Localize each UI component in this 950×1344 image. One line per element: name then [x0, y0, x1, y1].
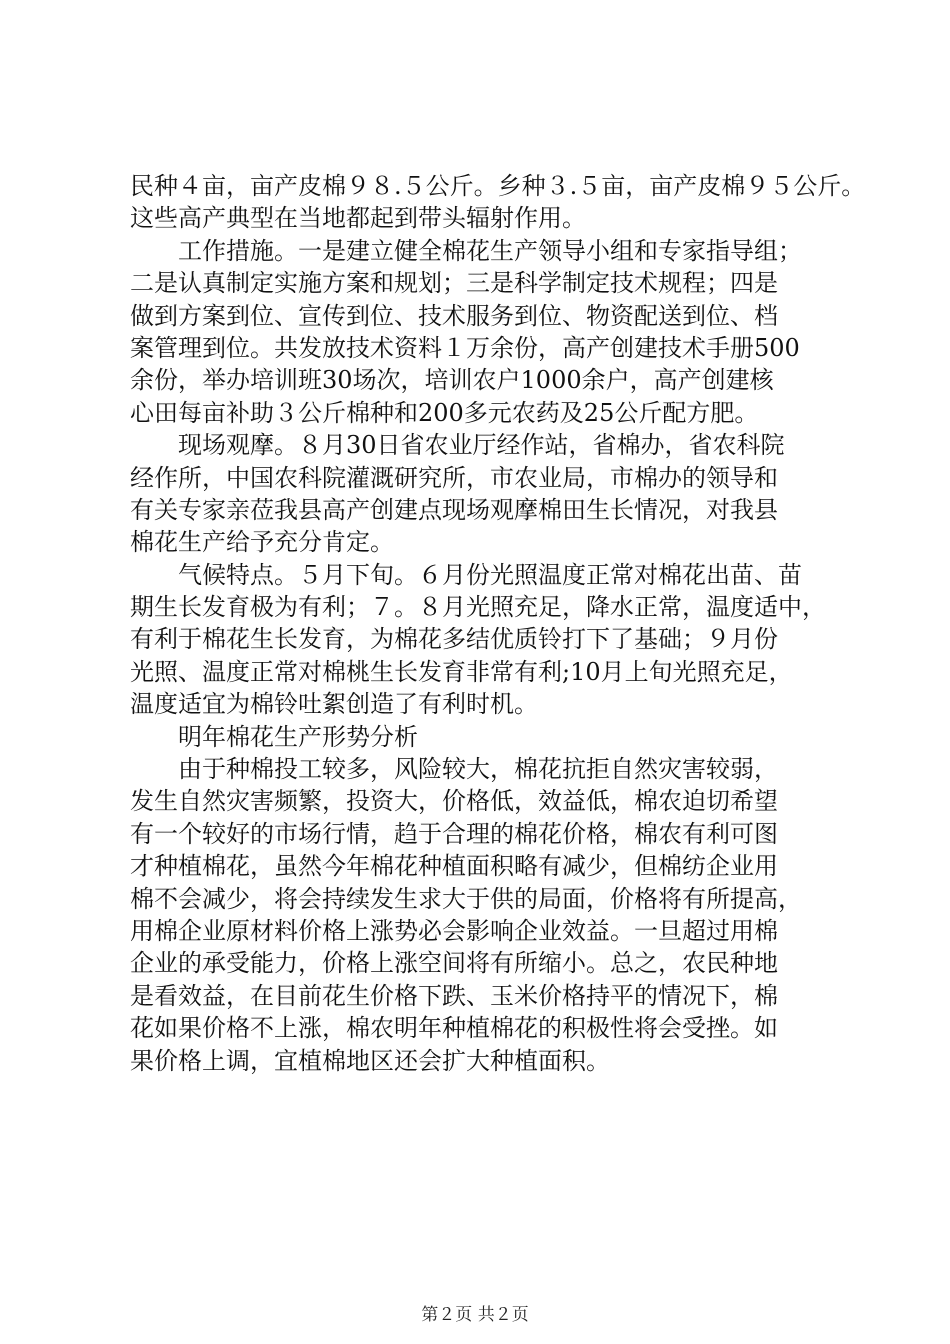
text-line: 棉花生产给予充分肯定。 — [130, 528, 394, 557]
text-line: 企业的承受能力，价格上涨空间将有所缩小。总之，农民种地 — [130, 949, 778, 978]
text-line: 由于种棉投工较多，风险较大，棉花抗拒自然灾害较弱， — [130, 755, 778, 784]
text-line: 光照、温度正常对棉桃生长发育非常有利;10月上旬光照充足， — [130, 657, 793, 686]
text-line: 余份，举办培训班30场次，培训农户1000余户，高产创建核 — [130, 366, 774, 395]
section-heading: 明年棉花生产形势分析 — [130, 722, 418, 751]
text-line: 是看效益，在目前花生价格下跌、玉米价格持平的情况下，棉 — [130, 981, 778, 1010]
text-line: 期生长发育极为有利；７。８月光照充足，降水正常，温度适中， — [130, 593, 826, 622]
text-line: 心田每亩补助３公斤棉种和200多元农药及25公斤配方肥。 — [130, 398, 759, 427]
text-line: 发生自然灾害频繁，投资大，价格低，效益低，棉农迫切希望 — [130, 787, 778, 816]
text-line: 现场观摩。８月30日省农业厅经作站，省棉办，省农科院 — [130, 431, 785, 460]
text-line: 花如果价格不上涨，棉农明年种植棉花的积极性将会受挫。如 — [130, 1014, 778, 1043]
text-line: 民种４亩，亩产皮棉９８.５公斤。乡种３.５亩，亩产皮棉９５公斤。 — [130, 172, 866, 200]
text-line: 气候特点。５月下旬。６月份光照温度正常对棉花出苗、苗 — [130, 560, 802, 589]
text-line: 才种植棉花，虽然今年棉花种植面积略有减少，但棉纺企业用 — [130, 852, 778, 881]
text-line: 经作所，中国农科院灌溉研究所，市农业局，市棉办的领导和 — [130, 463, 778, 492]
text-line: 用棉企业原材料价格上涨势必会影响企业效益。一旦超过用棉 — [130, 916, 778, 945]
text-line: 温度适宜为棉铃吐絮创造了有利时机。 — [130, 690, 538, 719]
text-line: 果价格上调，宜植棉地区还会扩大种植面积。 — [130, 1046, 610, 1075]
text-line: 做到方案到位、宣传到位、技术服务到位、物资配送到位、档 — [130, 301, 778, 330]
text-line: 这些高产典型在当地都起到带头辐射作用。 — [130, 204, 586, 233]
document-body — [130, 170, 866, 1077]
text-line: 棉不会减少，将会持续发生求大于供的局面，价格将有所提高， — [130, 884, 802, 913]
page-number: 第２页 共２页 — [421, 1305, 529, 1325]
text-line: 有一个较好的市场行情，趋于合理的棉花价格，棉农有利可图 — [130, 819, 778, 848]
text-line: 工作措施。一是建立健全棉花生产领导小组和专家指导组； — [130, 236, 802, 265]
text-line: 有关专家亲莅我县高产创建点现场观摩棉田生长情况，对我县 — [130, 495, 778, 524]
text-line: 二是认真制定实施方案和规划；三是科学制定技术规程；四是 — [130, 269, 778, 298]
text-line: 案管理到位。共发放技术资料１万余份，高产创建技术手册500 — [130, 333, 800, 362]
text-line: 有利于棉花生长发育，为棉花多结优质铃打下了基础；９月份 — [130, 625, 778, 654]
